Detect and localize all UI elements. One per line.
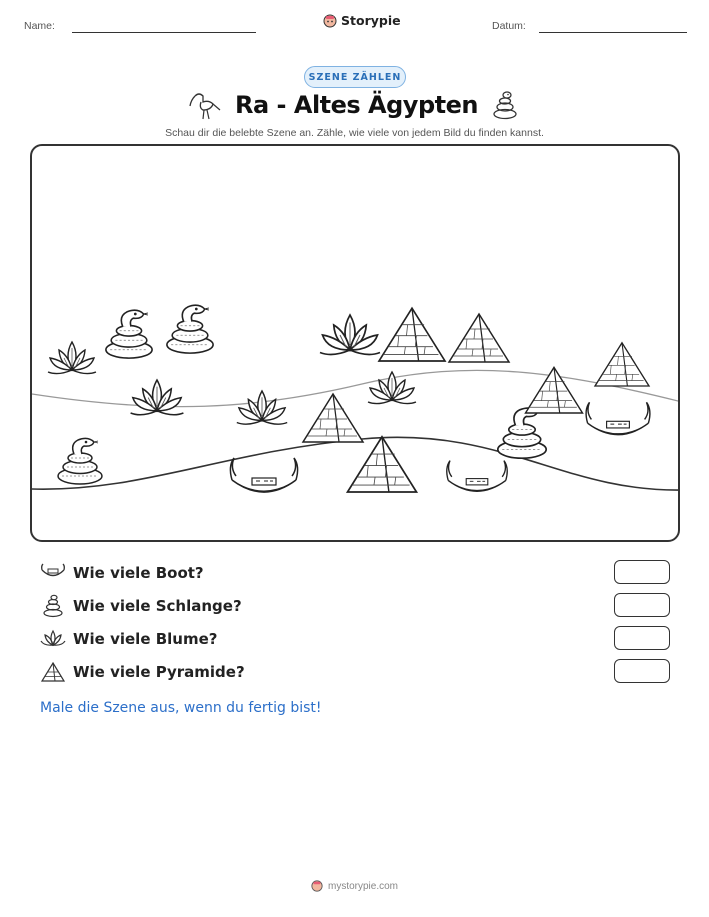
question-label: Wie viele Boot?: [73, 564, 204, 582]
scene-pyramid-11: [303, 394, 363, 442]
scene-pyramid-17: [595, 343, 649, 386]
scene-lotus-10: [368, 372, 416, 404]
pyramid-icon: [40, 660, 66, 684]
name-line[interactable]: [72, 32, 256, 33]
scene-pyramid-8: [379, 308, 445, 361]
date-label: Datum:: [492, 20, 526, 32]
instructions-text: Schau dir die belebte Szene an. Zähle, wie viele von jedem Bild du finden kannst.: [165, 127, 544, 139]
answer-box-pyramid[interactable]: [614, 659, 670, 683]
question-row-snake: [40, 593, 670, 619]
scene-drawing: [32, 146, 680, 542]
scene-lotus-1: [48, 342, 96, 374]
title-row: [0, 90, 709, 120]
lotus-icon: [40, 627, 66, 651]
answer-box-snake[interactable]: [614, 593, 670, 617]
scene-lotus-4: [131, 380, 184, 415]
scene-snake-5: [58, 438, 102, 484]
question-label: Wie viele Blume?: [73, 630, 218, 648]
scene-pyramid-12: [348, 437, 417, 492]
coloring-note: Male die Szene aus, wenn du fertig bist!: [40, 700, 322, 716]
brand-name: Storypie: [341, 13, 401, 28]
scene-lotus-6: [237, 391, 287, 424]
answer-box-boat[interactable]: [614, 560, 670, 584]
answer-box-lotus[interactable]: [614, 626, 670, 650]
storypie-mascot-icon: [323, 14, 337, 28]
site-url: mystorypie.com: [327, 880, 398, 892]
storypie-mascot-icon: [311, 880, 323, 892]
name-label: Name:: [24, 20, 55, 32]
scene-lotus-7: [320, 315, 380, 355]
scene-pyramid-9: [449, 314, 509, 362]
ibis-icon: [189, 90, 223, 120]
question-label: Wie viele Schlange?: [73, 597, 242, 615]
site-footer: [0, 880, 709, 892]
scene-pyramid-16: [526, 367, 583, 413]
scene-boat-14: [447, 461, 507, 492]
category-badge: SZENE ZÄHLEN: [304, 66, 406, 88]
date-line[interactable]: [539, 32, 687, 33]
counting-scene: [30, 144, 680, 542]
question-label: Wie viele Pyramide?: [73, 663, 245, 681]
scene-boat-18: [586, 402, 650, 434]
brand-logo: [323, 13, 401, 28]
page-title: Ra - Altes Ägypten: [235, 91, 478, 119]
scene-snake-3: [167, 305, 213, 353]
far-horizon-line: [32, 370, 680, 406]
boat-icon: [40, 561, 66, 585]
snake-icon: [40, 594, 66, 618]
scene-boat-13: [230, 458, 297, 492]
scene-snake-2: [106, 310, 152, 358]
question-row-boat: [40, 560, 670, 586]
scene-snake-15: [498, 408, 546, 458]
question-row-pyramid: [40, 659, 670, 685]
question-row-lotus: [40, 626, 670, 652]
snake-icon: [490, 90, 520, 120]
